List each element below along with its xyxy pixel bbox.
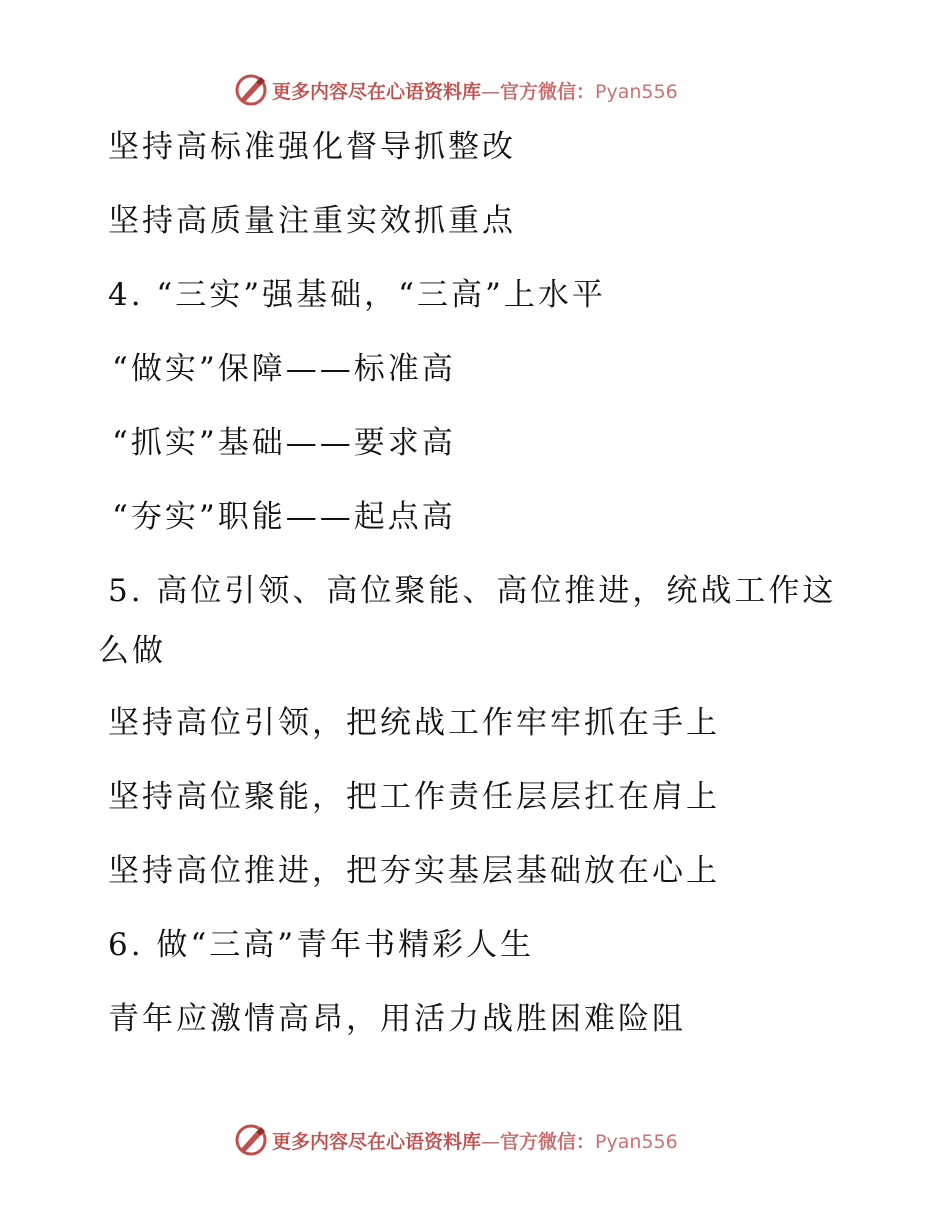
text-line: “夯实”职能——起点高 — [112, 499, 456, 535]
text-line: 坚持高位引领，把统战工作牢牢抓在手上 — [108, 705, 720, 741]
text-line: 坚持高位推进，把夯实基层基础放在心上 — [108, 853, 720, 889]
watermark-id: Pyan556 — [595, 80, 678, 103]
text-line: “抓实”基础——要求高 — [112, 425, 456, 461]
section-heading-continued: 么做 — [98, 633, 166, 669]
text-line: 坚持高标准强化督导抓整改 — [108, 129, 516, 165]
section-heading: 6. 做“三高”青年书精彩人生 — [108, 927, 535, 963]
watermark-id: Pyan556 — [595, 1130, 678, 1153]
section-heading: 4. “三实”强基础，“三高”上水平 — [108, 277, 606, 313]
watermark-text — [272, 1127, 678, 1154]
watermark-label: 官方微信： — [500, 80, 596, 103]
text-line: 坚持高位聚能，把工作责任层层扛在肩上 — [108, 779, 720, 815]
footer-watermark — [234, 1120, 678, 1160]
section-heading: 5. 高位引领、高位聚能、高位推进，统战工作这 — [108, 573, 837, 609]
watermark-main: 更多内容尽在心语资料库 — [272, 1130, 482, 1153]
watermark-main: 更多内容尽在心语资料库 — [272, 80, 482, 103]
text-line: 坚持高质量注重实效抓重点 — [108, 203, 516, 239]
text-line: 青年应激情高昂，用活力战胜困难险阻 — [108, 1001, 686, 1037]
watermark-separator: — — [481, 80, 501, 103]
text-line: “做实”保障——标准高 — [112, 351, 456, 387]
watermark-separator: — — [481, 1130, 501, 1153]
watermark-label: 官方微信： — [500, 1130, 596, 1153]
pen-logo-icon — [234, 1123, 268, 1157]
